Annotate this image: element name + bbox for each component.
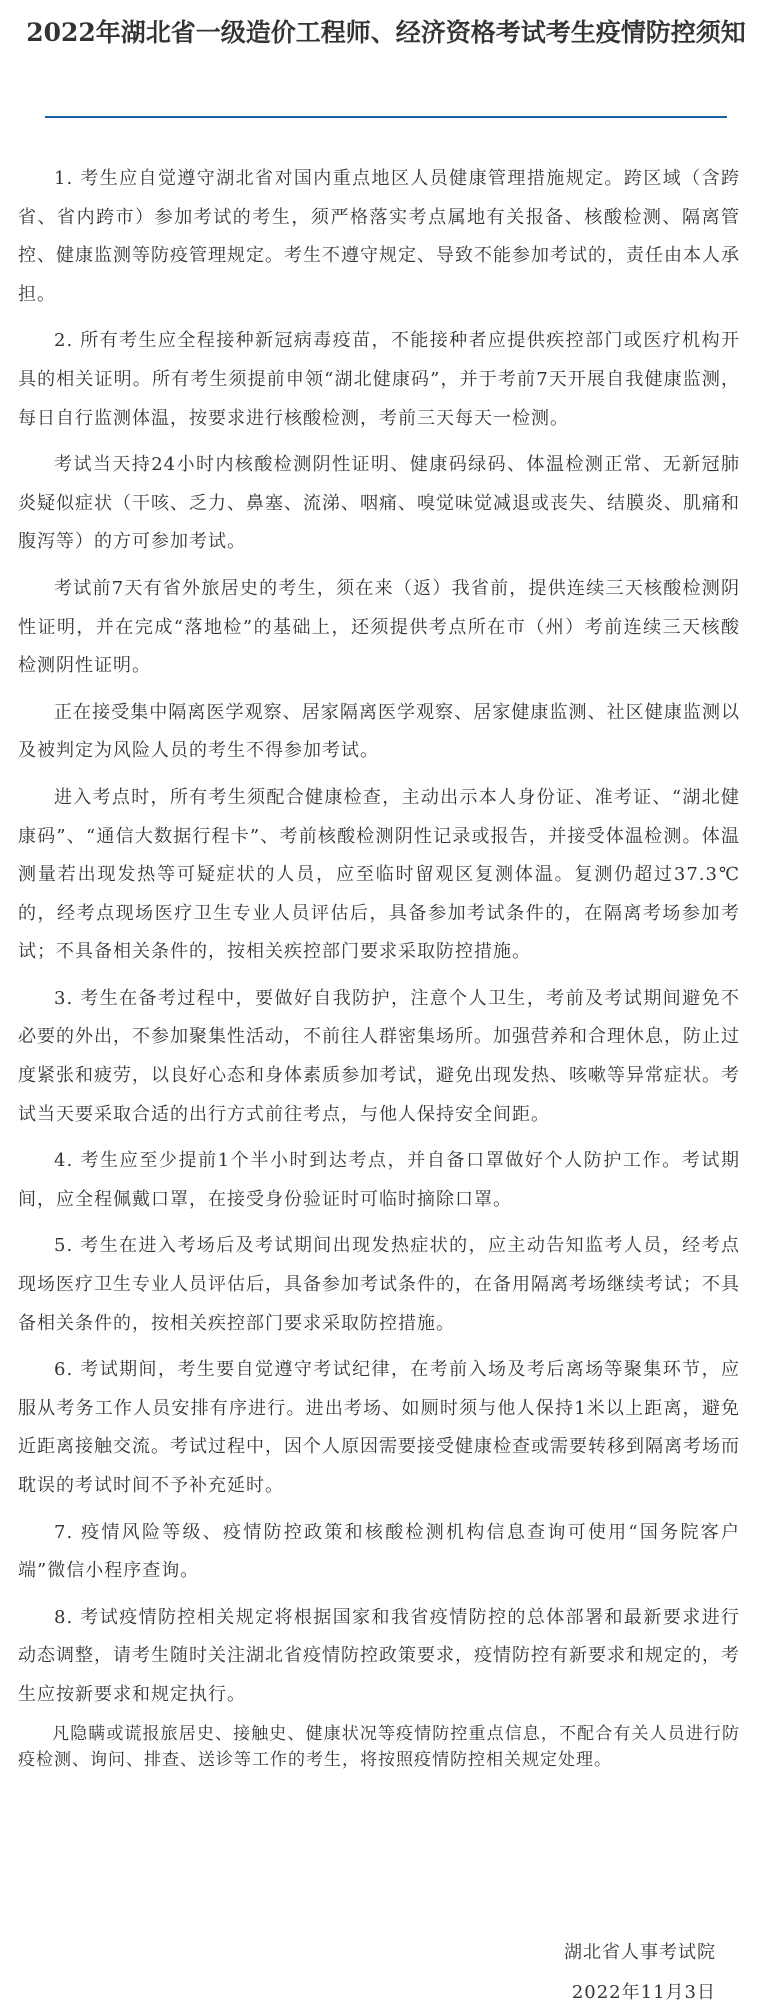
paragraph-2: 2. 所有考生应全程接种新冠病毒疫苗，不能接种者应提供疾控部门或医疗机构开具的相关证明。所有考生须提前申领“湖北健康码”，并于考前7天开展自我健康监测，每日自行监测体温，按要求进行核酸检测，考前三天每天一检测。 xyxy=(18,330,740,429)
signature-date: 2022年11月3日 xyxy=(571,1982,716,2003)
paragraph-11: 7. 疫情风险等级、疫情防控政策和核酸检测机构信息查询可使用“国务院客户端”微信小程序查询。 xyxy=(18,1521,740,1582)
paragraph-4: 考试前7天有省外旅居史的考生，须在来（返）我省前，提供连续三天核酸检测阴性证明，并在完成“落地检”的基础上，还须提供考点所在市（州）考前连续三天核酸检测阴性证明。 xyxy=(18,577,740,677)
paragraph-7: 3. 考生在备考过程中，要做好自我防护，注意个人卫生，考前及考试期间避免不必要的外出，不参加聚集性活动，不前往人群密集场所。加强营养和合理休息，防止过度紧张和疲劳，以良好心态和身体素质参加考试，避免出现发热、咳嗽等异常症状。考试当天要采取合适的出行方式前往考点，与他人保持安全间距。 xyxy=(18,987,740,1125)
paragraph-12: 8. 考试疫情防控相关规定将根据国家和我省疫情防控的总体部署和最新要求进行动态调整，请考生随时关注湖北省疫情防控政策要求，疫情防控有新要求和规定的，考生应按新要求和规定执行。 xyxy=(18,1606,740,1705)
paragraph-5: 正在接受集中隔离医学观察、居家隔离医学观察、居家健康监测、社区健康监测以及被判定为风险人员的考生不得参加考试。 xyxy=(18,701,740,762)
paragraph-3: 考试当天持24小时内核酸检测阴性证明、健康码绿码、体温检测正常、无新冠肺炎疑似症状（干咳、乏力、鼻塞、流涕、咽痛、嗅觉味觉减退或丧失、结膜炎、肌痛和腹泻等）的方可参加考试。 xyxy=(18,454,740,553)
signature-organization: 湖北省人事考试院 xyxy=(564,1942,716,1963)
document-body xyxy=(18,160,740,1781)
paragraph-8: 4. 考生应至少提前1个半小时到达考点，并自备口罩做好个人防护工作。考试期间，应全程佩戴口罩，在接受身份验证时可临时摘除口罩。 xyxy=(18,1150,740,1210)
paragraph-9: 5. 考生在进入考场后及考试期间出现发热症状的，应主动告知监考人员，经考点现场医疗卫生专业人员评估后，具备参加考试条件的，在备用隔离考场继续考试；不具备相关条件的，按相关疾控部门要求采取防控措施。 xyxy=(18,1235,740,1334)
paragraph-1: 1. 考生应自觉遵守湖北省对国内重点地区人员健康管理措施规定。跨区域（含跨省、省内跨市）参加考试的考生，须严格落实考点属地有关报备、核酸检测、隔离管控、健康监测等防疫管理规定。考生不遵守规定、导致不能参加考试的，责任由本人承担。 xyxy=(18,168,740,305)
paragraph-10: 6. 考试期间，考生要自觉遵守考试纪律，在考前入场及考后离场等聚集环节，应服从考务工作人员安排有序进行。进出考场、如厕时须与他人保持1米以上距离，避免近距离接触交流。考试过程中，因个人原因需要接受健康检查或需要转移到隔离考场而耽误的考试时间不予补充延时。 xyxy=(18,1359,740,1496)
paragraph-6: 进入考点时，所有考生须配合健康检查，主动出示本人身份证、准考证、“湖北健康码”、“通信大数据行程卡”、考前核酸检测阴性记录或报告，并接受体温检测。体温测量若出现发热等可疑症状的人员，应至临时留观区复测体温。复测仍超过37.3℃的，经考点现场医疗卫生专业人员评估后，具备参加考试条件的，在隔离考场参加考试；不具备相关条件的，按相关疾控部门要求采取防控措施。 xyxy=(18,786,740,963)
page-title: 2022年湖北省一级造价工程师、经济资格考试考生疫情防控须知 xyxy=(26,18,746,47)
title-divider xyxy=(45,116,727,118)
closing-note: 凡隐瞒或谎报旅居史、接触史、健康状况等疫情防控重点信息，不配合有关人员进行防疫检测、询问、排查、送诊等工作的考生，将按照疫情防控相关规定处理。 xyxy=(18,1723,740,1770)
